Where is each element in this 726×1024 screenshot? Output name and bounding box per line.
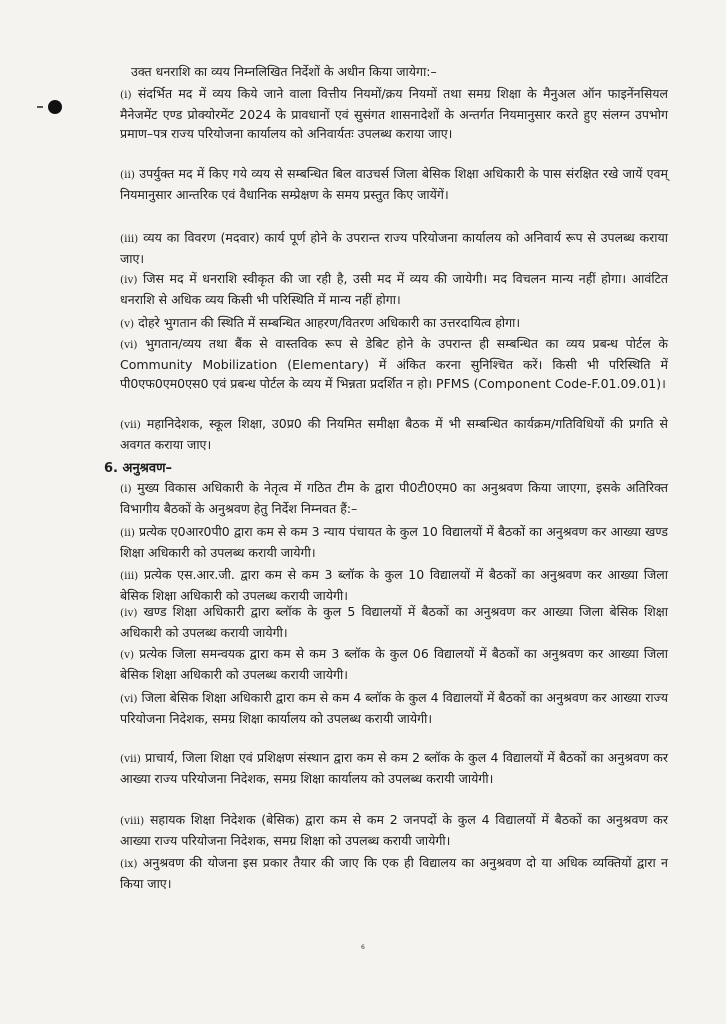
- section-heading: [104, 459, 172, 478]
- item-text: प्राचार्य, जिला शिक्षा एवं प्रशिक्षण संस्थान द्वारा कम से कम 2 ब्लॉक के कुल 4 विद्यालयों में बैठकों का अनुश्रवण कर आख्या राज्य परियोजना निदेशक, समग्र शिक्षा कार्यालय को उपलब्ध करायी जायेगी।: [120, 750, 668, 786]
- section-number: 6.: [104, 461, 118, 476]
- expenditure-item-1: [120, 84, 668, 143]
- monitoring-item-3: [120, 565, 668, 605]
- item-text: मुख्य विकास अधिकारी के नेतृत्व में गठित टीम के द्वारा पी0टी0एम0 का अनुश्रवण किया जाएगा, इसके अतिरिक्त विभागीय बैठकों के अनुश्रवण हेतु निर्देश निम्नवत हैं:–: [120, 480, 668, 516]
- expenditure-item-2: [120, 164, 668, 204]
- page-number: 6: [361, 944, 365, 951]
- item-number: (iii): [120, 570, 139, 582]
- item-number: (vi): [120, 693, 138, 705]
- expenditure-item-6: [120, 334, 668, 393]
- item-number: (vii): [120, 419, 141, 431]
- monitoring-item-5: [120, 644, 668, 684]
- expenditure-item-3: [120, 228, 668, 268]
- scan-mark: [37, 106, 43, 108]
- item-number: (i): [120, 483, 132, 495]
- expenditure-item-5: [120, 313, 668, 334]
- item-number: (viii): [120, 815, 145, 827]
- monitoring-item-8: [120, 810, 668, 850]
- item-number: (v): [120, 649, 135, 661]
- item-text: महानिदेशक, स्कूल शिक्षा, उ0प्र0 की नियमित समीक्षा बैठक में भी सम्बन्धित कार्यक्रम/गतिविधियों की प्रगति से अवगत कराया जाए।: [120, 416, 668, 452]
- section-title: अनुश्रवण–: [122, 461, 172, 476]
- item-text: प्रत्येक ए0आर0पी0 द्वारा कम से कम 3 न्याय पंचायत के कुल 10 विद्यालयों में बैठकों का अनुश्रवण कर आख्या खण्ड शिक्षा अधिकारी को उपलब्ध करायी जायेगी।: [120, 524, 668, 560]
- monitoring-item-4: [120, 602, 668, 642]
- punch-hole: [48, 100, 62, 114]
- item-text: उपर्युक्त मद में किए गये व्यय से सम्बन्धित बिल वाउचर्स जिला बेसिक शिक्षा अधिकारी के पास संरक्षित रखे जायें एवम् नियमानुसार आन्तरिक एवं वैधानिक सम्प्रेक्षण के समय प्रस्तुत किए जायेंगें।: [120, 166, 668, 202]
- item-text: जिला बेसिक शिक्षा अधिकारी द्वारा कम से कम 4 ब्लॉक के कुल 4 विद्यालयों में बैठकों का अनुश्रवण कर आख्या राज्य परियोजना निदेशक, समग्र शिक्षा कार्यालय को उपलब्ध करायी जायेगी।: [120, 690, 668, 726]
- item-number: (iv): [120, 607, 138, 619]
- item-text: भुगतान/व्यय तथा बैंक से वास्तविक रूप से डेबिट होने के उपरान्त ही सम्बन्धित का व्यय प्रबन्ध पोर्टल के Community Mobilization (Elementary) में अंकित करना सुनिश्चित करें। किसी भी परिस्थिति में पी0एफ0एम0एस0 एवं प्रबन्ध पोर्टल के व्यय में भिन्नता प्रदर्शित न हो। PFMS (Component Code-F.01.09.01)।: [120, 336, 668, 391]
- item-text: दोहरे भुगतान की स्थिति में सम्बन्धित आहरण/वितरण अधिकारी का उत्तरदायित्व होगा।: [138, 315, 521, 330]
- item-number: (vii): [120, 753, 141, 765]
- item-number: (iii): [120, 233, 139, 245]
- item-text: खण्ड शिक्षा अधिकारी द्वारा ब्लॉक के कुल 5 विद्यालयों में बैठकों का अनुश्रवण कर आख्या जिला बेसिक शिक्षा अधिकारी को उपलब्ध करायी जायेगी।: [120, 604, 668, 640]
- item-number: (ix): [120, 858, 138, 870]
- item-number: (v): [120, 318, 135, 330]
- monitoring-item-2: [120, 522, 668, 562]
- item-number: (vi): [120, 339, 138, 351]
- item-number: (ii): [120, 527, 135, 539]
- item-text: प्रत्येक एस.आर.जी. द्वारा कम से कम 3 ब्लॉक के कुल 10 विद्यालयों में बैठकों का अनुश्रवण कर आख्या जिला बेसिक शिक्षा अधिकारी को उपलब्ध करायी जायेगी।: [120, 567, 668, 603]
- item-text: संदर्भित मद में व्यय किये जाने वाला वित्तीय नियमों/क्रय नियमों तथा समग्र शिक्षा के मैनुअल ऑन फाइनेंनसियल मैनेजमेंट एण्ड प्रोक्योरमेंट 2024 के प्रावधानों एवं सुसंगत शासनादेशों के अन्तर्गत नियमानुसार करते हुए संलग्न उपभोग प्रमाण–पत्र राज्य परियोजना कार्यालय को अनिवार्यतः उपलब्ध कराया जाए।: [120, 86, 668, 141]
- monitoring-item-1: [120, 478, 668, 518]
- expenditure-item-4: [120, 269, 668, 309]
- item-text: अनुश्रवण की योजना इस प्रकार तैयार की जाए कि एक ही विद्यालय का अनुश्रवण दो या अधिक व्यक्तियों द्वारा न किया जाए।: [120, 855, 668, 891]
- item-text: व्यय का विवरण (मदवार) कार्य पूर्ण होने के उपरान्त राज्य परियोजना कार्यालय को अनिवार्य रूप से उपलब्ध कराया जाए।: [120, 230, 668, 266]
- item-number: (ii): [120, 169, 135, 181]
- monitoring-item-7: [120, 748, 668, 788]
- intro-text: उक्त धनराशि का व्यय निम्नलिखित निर्देशों के अधीन किया जायेगा:–: [131, 64, 437, 79]
- item-text: जिस मद में धनराशि स्वीकृत की जा रही है, उसी मद में व्यय की जायेगी। मद विचलन मान्य नहीं होगा। आवंटित धनराशि से अधिक व्यय किसी भी परिस्थिति में मान्य नहीं होगा।: [120, 271, 668, 307]
- expenditure-item-7: [120, 414, 668, 454]
- monitoring-item-9: [120, 853, 668, 893]
- item-text: प्रत्येक जिला समन्वयक द्वारा कम से कम 3 ब्लॉक के कुल 06 विद्यालयों में बैठकों का अनुश्रवण कर आख्या जिला बेसिक शिक्षा अधिकारी को उपलब्ध करायी जायेगी।: [120, 646, 668, 682]
- item-text: सहायक शिक्षा निदेशक (बेसिक) द्वारा कम से कम 2 जनपदों के कुल 4 विद्यालयों में बैठकों का अनुश्रवण कर आख्या राज्य परियोजना निदेशक, समग्र शिक्षा को उपलब्ध करायी जायेगी।: [120, 812, 668, 848]
- item-number: (i): [120, 89, 132, 101]
- item-number: (iv): [120, 274, 138, 286]
- monitoring-item-6: [120, 688, 668, 728]
